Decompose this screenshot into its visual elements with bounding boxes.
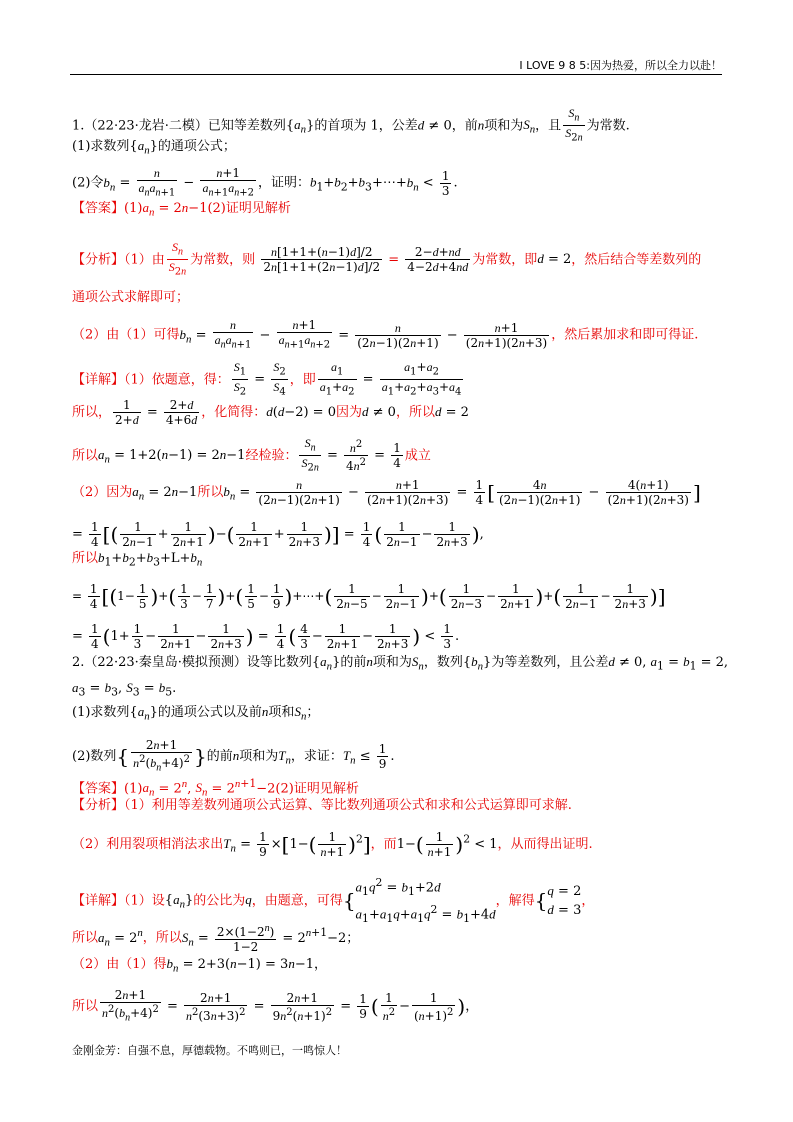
problem1-statement: 1.（22·23·龙岩·二模）已知等差数列$\{a_n\}$的首项为 1，公差d ≠ 0，前n项和为$S_n$，且 $\frac{S_n}{S_{2n}}$ 为常数.: [72, 106, 630, 144]
problem1-detail-3: 所以$a_n = 1+2(n-1) = 2n-1$经检验： $\frac{S_n}{S_{2n}}$ = $\frac{n^2}{4n^2}$ = $\frac{1}{4}$ 成立: [72, 436, 431, 474]
problem1-detail-8: = $\frac{1}{4}$ (1+ $\frac{1}{3}$ − $\frac{1}{2n+1}$ − $\frac{1}{2n+3}$ ) = $\frac{1}{4}$ ( $\frac{4}{3}$ − $\frac{1}{2n+1}$ − $\frac{1}{2n+3}$ ) < $\frac{1}{3}$ .: [72, 622, 460, 651]
header-rule: [70, 74, 722, 75]
problem2-analysis-1: 【分析】（1）利用等差数列通项公式运算、等比数列通项公式和求和公式运算即可求解.: [72, 798, 572, 813]
problem1-analysis-1-cont: 通项公式求解即可；: [72, 290, 190, 305]
problem2-detail-2: 所以$a_n = 2^n$，所以$S_n$ = $\frac{2\times(1-2^n)}{1-2}$ = $2^{n+1}-2$；: [72, 923, 360, 954]
problem2-question2: (2)数列{ $\frac{2n+1}{n^2(b_n+4)^2}$ }的前n项和为$T_n$，求证：$T_n$ ≤ $\frac{1}{9}$ .: [72, 738, 395, 774]
problem1-question2: (2)令$b_n$ = n $a_na_{n+1}$ − $\frac{n+1}{a_{n+1}a_{n+2}}$ ，证明：$b_1+b_2+b_3+\cdots+b_n$ < $\frac{1}{3}$ .: [72, 166, 458, 199]
problem1-answer: 【答案】$(1)a_n = 2n-1(2)$证明见解析: [72, 200, 291, 219]
problem1-detail-1: 【详解】（1）依题意，得： $\frac{S_1}{S_2}$ = $\frac{S_2}{S_4}$ ，即 $\frac{a_1}{a_1+a_2}$ = $\frac{a_1+a_2}{a_1+a_2+a_3+a_4}$: [72, 360, 462, 398]
problem1-detail-6: 所以$b_1+b_2+b_3+L+b_n$: [72, 550, 203, 569]
problem1-detail-2: 所以， $\frac{1}{2+d}$ = $\frac{2+d}{4+6d}$ ，化简得：d(d−2) = 0因为d ≠ 0，所以d = 2: [72, 398, 469, 427]
problem1-analysis-1: 【分析】（1）由 $\frac{S_n}{S_{2n}}$ 为常数，则 $\frac{n[1+1+(n-1)d]/2}{2n[1+1+(2n-1)d]/2}$ = $\frac{2-d+nd}{4-2d+4nd}$ 为常数，即d = 2，然后结合等差数列的: [72, 240, 702, 278]
problem2-statement-cont: $a_3 = b_3$, $S_3 = b_5$.: [72, 680, 177, 699]
page-header-slogan: I LOVE 9 8 5:因为热爱，所以全力以赴！: [519, 59, 722, 72]
problem2-statement: 2.（22·23·秦皇岛·模拟预测）设等比数列$\{a_n\}$的前n项和为$S_n$，数列$\{b_n\}$为等差数列，且公差d ≠ 0, $a_1 = b_1 = 2$,: [72, 654, 729, 673]
problem2-detail-4: 所以 $\frac{2n+1}{n^2(b_n+4)^2}$ = $\frac{2n+1}{n^2(3n+3)^2}$ = $\frac{2n+1}{9n^2(n+1)^2}$ = $\frac{1}{9}$ ( $\frac{1}{n^2}$ − $\frac{1}{(n+1)^2}$ )，: [72, 988, 479, 1024]
problem1-analysis-2: （2）由（1）可得$b_n$ = n $a_na_{n+1}$ − $\frac{n+1}{a_{n+1}a_{n+2}}$ = $\frac{n}{(2n-1)(2n+1)}$ − $\frac{n+1}{(2n+1)(2n+3)}$ ，然后累加求和即可得证.: [72, 318, 699, 351]
page-footer-motto: 金刚金芳：自强不息，厚德载物。不鸣则已，一鸣惊人！: [72, 1044, 347, 1057]
problem1-detail-7: = $\frac{1}{4}$ [(1− $\frac{1}{5}$ )+( $\frac{1}{3}$ − $\frac{1}{7}$ )+( $\frac{1}{5}$ − $\frac{1}{9}$ )+⋯+( $\frac{1}{2n-5}$ − $\frac{1}{2n-1}$ )+( $\frac{1}{2n-3}$ − $\frac{1}{2n+1}$ )+( $\frac{1}{2n-1}$ − $\frac{1}{2n+3}$ )]: [72, 582, 666, 611]
problem2-detail-1: 【详解】（1）设$\{a_n\}$的公比为q，由题意，可得{$a_1q^2 = b_1+2d$ $a_1+a_1q+a_1q^2 = b_1+4d$，解得{q = 2 d = 3，: [72, 876, 595, 925]
problem2-detail-3: （2）由（1）得$b_n = 2+3(n-1) = 3n-1$，: [72, 956, 327, 975]
problem2-answer: 【答案】$(1)a_n = 2^n$, $S_n = 2^{n+1}-2(2)$证明见解析: [72, 777, 359, 799]
problem2-question1: (1)求数列$\{a_n\}$的通项公式以及前n项和$S_n$；: [72, 704, 320, 723]
problem1-detail-4: （2）因为$a_n = 2n-1$所以$b_n$ = $\frac{n}{(2n-1)(2n+1)}$ − $\frac{n+1}{(2n+1)(2n+3)}$ = $\frac{1}{4}$ [ $\frac{4n}{(2n-1)(2n+1)}$ − $\frac{4(n+1)}{(2n+1)(2n+3)}$ ]: [72, 478, 701, 507]
problem1-detail-5: = $\frac{1}{4}$ [( $\frac{1}{2n-1}$ + $\frac{1}{2n+1}$ )−( $\frac{1}{2n+1}$ + $\frac{1}{2n+3}$ )] = $\frac{1}{4}$ ( $\frac{1}{2n-1}$ − $\frac{1}{2n+3}$ ),: [72, 520, 484, 549]
problem1-question1: (1)求数列$\{a_n\}$的通项公式；: [72, 138, 236, 157]
problem2-analysis-2: （2）利用裂项相消法求出$T_n$ = $\frac{1}{9}$ ×[1−( $\frac{1}{n+1}$ )$^2$]，而1−( $\frac{1}{n+1}$ )$^2$ < 1，从而得出证明.: [72, 830, 593, 859]
